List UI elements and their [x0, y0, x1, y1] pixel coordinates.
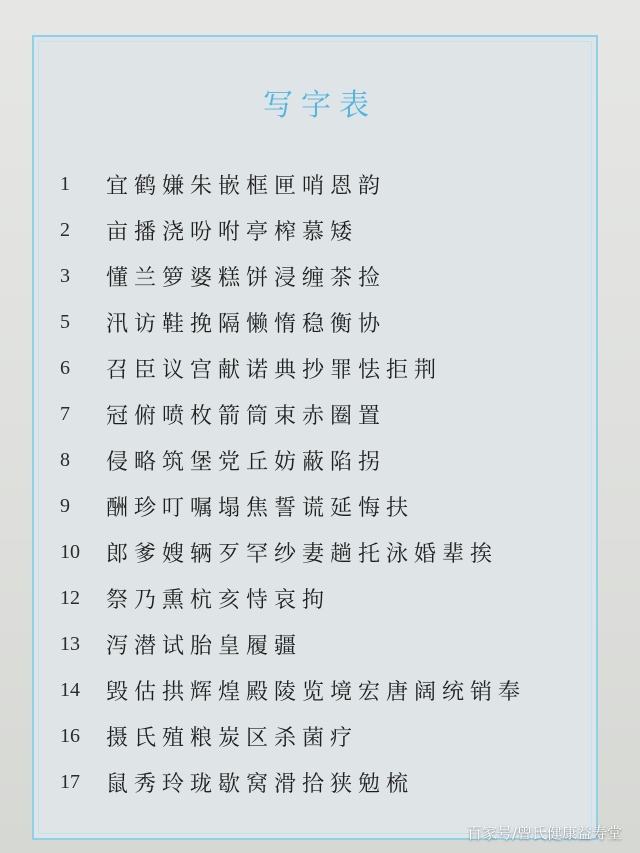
lesson-characters: 摄氏殖粮炭区杀菌疗	[106, 726, 359, 751]
lesson-characters: 鼠秀玲珑歇窝滑拾狭勉梳	[106, 772, 415, 797]
lesson-characters: 侵略筑堡党丘妨蔽陷拐	[106, 450, 387, 475]
lesson-characters: 郎爹嫂辆歹罕纱妻趟托泳婚辈挨	[106, 542, 499, 567]
table-frame-inner-border	[38, 41, 592, 834]
lesson-number: 17	[60, 771, 80, 793]
lesson-number: 12	[60, 587, 80, 609]
lesson-number: 8	[60, 449, 70, 471]
lesson-characters: 召臣议宫献诺典抄罪怯拒荆	[106, 358, 443, 383]
lesson-number: 3	[60, 265, 70, 287]
lesson-number: 6	[60, 357, 70, 379]
lesson-number: 13	[60, 633, 80, 655]
lesson-characters: 泻潜试胎皇履疆	[106, 634, 303, 659]
lesson-characters: 汛访鞋挽隔懒惰稳衡协	[106, 312, 387, 337]
lesson-number: 16	[60, 725, 80, 747]
lesson-characters: 懂兰箩婆糕饼浸缠茶捡	[106, 266, 387, 291]
lesson-characters: 酬珍叮嘱塌焦誓谎延悔扶	[106, 496, 415, 521]
lesson-number: 7	[60, 403, 70, 425]
table-frame	[32, 35, 598, 840]
lesson-number: 5	[60, 311, 70, 333]
lesson-characters: 宜鹤嫌朱嵌框匣哨恩韵	[106, 174, 387, 199]
lesson-number: 14	[60, 679, 80, 701]
page-title: 写字表	[263, 88, 377, 123]
lesson-characters: 亩播浇吩咐亭榨慕矮	[106, 220, 359, 245]
lesson-number: 10	[60, 541, 80, 563]
lesson-characters: 毁估拱辉煌殿陵览境宏唐阔统销奉	[106, 680, 527, 705]
lesson-number: 2	[60, 219, 70, 241]
lesson-number: 9	[60, 495, 70, 517]
lesson-characters: 冠俯喷枚箭筒束赤圈置	[106, 404, 387, 429]
lesson-characters: 祭乃熏杭亥恃哀拘	[106, 588, 331, 613]
lesson-number: 1	[60, 173, 70, 195]
watermark-caption: 百家号/曾氏健康益寿堂	[466, 824, 622, 842]
